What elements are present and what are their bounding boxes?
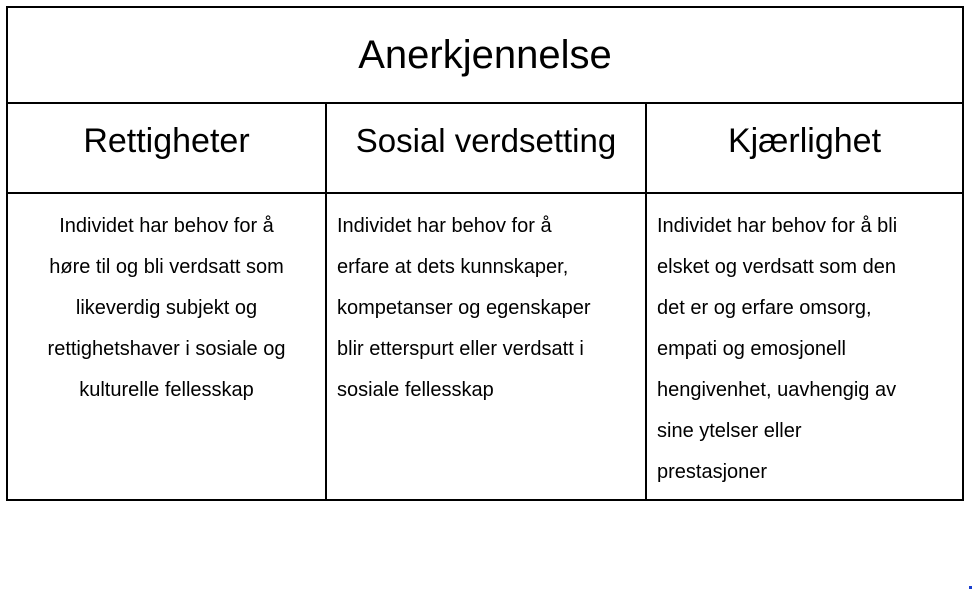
- column-description: [8, 194, 325, 411]
- recognition-table: [6, 6, 964, 501]
- description-line: prestasjoner: [657, 461, 768, 483]
- description-line: sosiale fellesskap: [337, 379, 494, 401]
- description-line: likeverdig subjekt og: [75, 297, 258, 319]
- description-line: kulturelle fellesskap: [79, 379, 254, 401]
- corner-dot: [969, 586, 972, 589]
- column-sosial-verdsetting: [327, 104, 647, 499]
- description-line: kompetanser og egenskaper: [337, 297, 591, 319]
- description-line: Individet har behov for å: [59, 215, 274, 237]
- description-line: det er og erfare omsorg,: [657, 297, 872, 319]
- description-line: blir etterspurt eller verdsatt i: [337, 338, 584, 360]
- description-line: erfare at dets kunnskaper,: [337, 256, 569, 278]
- description-line: empati og emosjonell: [657, 338, 846, 360]
- description-line: elsket og verdsatt som den: [657, 256, 897, 278]
- column-heading: Rettigheter: [8, 104, 325, 194]
- column-heading: Kjærlighet: [647, 104, 962, 194]
- column-kjaerlighet: [647, 104, 962, 499]
- description-line: høre til og bli verdsatt som: [49, 256, 284, 278]
- table-title: Anerkjennelse: [8, 8, 962, 104]
- column-description: [647, 194, 962, 493]
- description-line: rettighetshaver i sosiale og: [47, 338, 286, 360]
- description-line: hengivenhet, uavhengig av: [657, 379, 897, 401]
- column-heading: Sosial verdsetting: [327, 104, 645, 194]
- column-description: [327, 194, 645, 411]
- description-line: Individet har behov for å: [337, 215, 552, 237]
- description-line: sine ytelser eller: [657, 420, 802, 442]
- description-line: Individet har behov for å bli: [657, 215, 898, 237]
- column-rettigheter: [8, 104, 327, 499]
